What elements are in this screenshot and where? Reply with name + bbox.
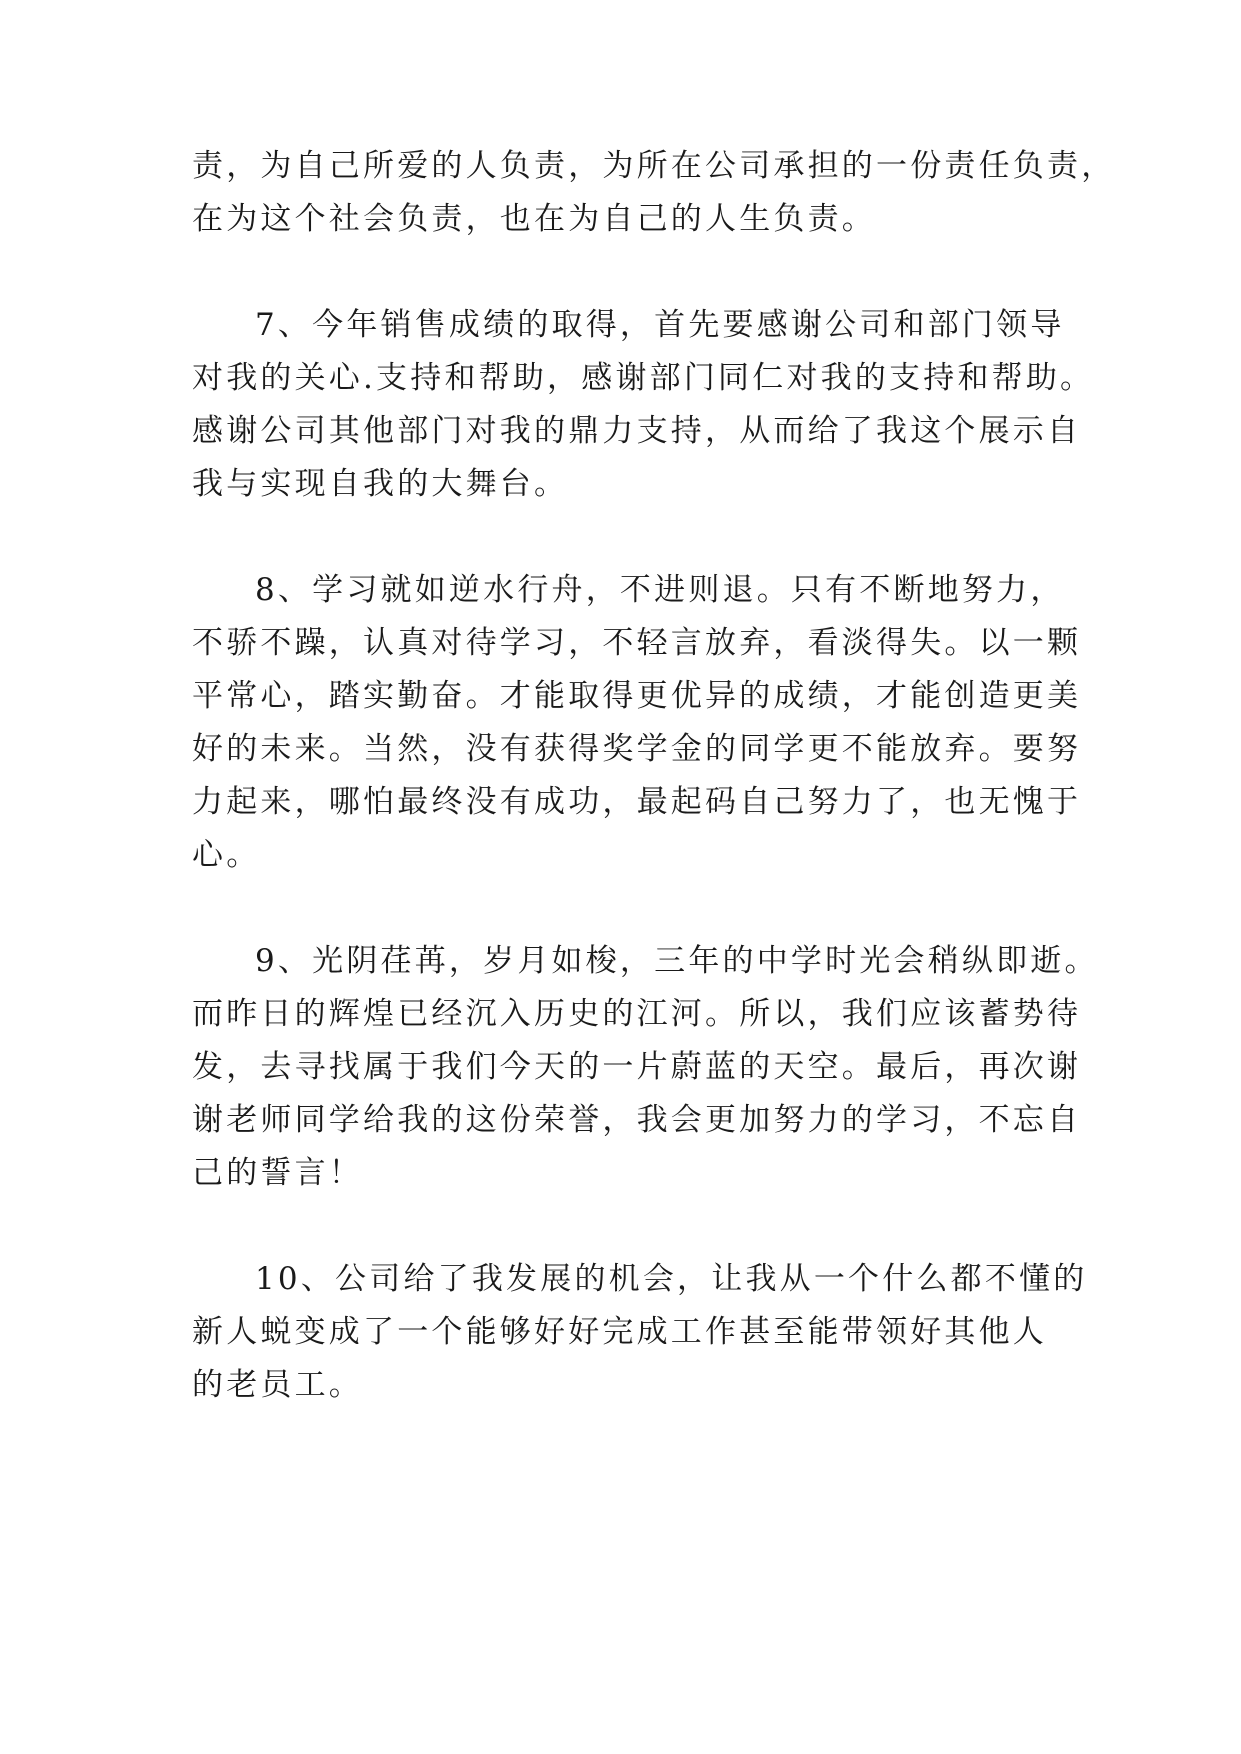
- text-line: 不骄不躁，认真对待学习，不轻言放弃，看淡得失。以一颗: [192, 625, 1082, 661]
- text-line: 责，为自己所爱的人负责，为所在公司承担的一份责任负责，: [192, 148, 1116, 184]
- text-line: 力起来，哪怕最终没有成功，最起码自己努力了，也无愧于: [192, 784, 1082, 820]
- text-line: 新人蜕变成了一个能够好好完成工作甚至能带领好其他人: [192, 1314, 1047, 1350]
- text-line: 的老员工。: [192, 1367, 363, 1403]
- text-line: 平常心，踏实勤奋。才能取得更优异的成绩，才能创造更美: [192, 678, 1082, 714]
- text-line: 7、今年销售成绩的取得，首先要感谢公司和部门领导: [255, 307, 1065, 343]
- text-line: 而昨日的辉煌已经沉入历史的江河。所以，我们应该蓄势待: [192, 996, 1082, 1032]
- text-line: 心。: [192, 837, 261, 873]
- text-line: 9、光阴荏苒，岁月如梭，三年的中学时光会稍纵即逝。: [255, 943, 1099, 979]
- text-line: 发，去寻找属于我们今天的一片蔚蓝的天空。最后，再次谢: [192, 1049, 1082, 1085]
- text-line: 好的未来。当然，没有获得奖学金的同学更不能放弃。要努: [192, 731, 1082, 767]
- text-line: 对我的关心.支持和帮助，感谢部门同仁对我的支持和帮助。: [192, 360, 1095, 396]
- text-line: 己的誓言！: [192, 1155, 363, 1191]
- text-line: 10、公司给了我发展的机会，让我从一个什么都不懂的: [255, 1261, 1088, 1297]
- text-line: 谢老师同学给我的这份荣誉，我会更加努力的学习，不忘自: [192, 1102, 1082, 1138]
- text-line: 在为这个社会负责，也在为自己的人生负责。: [192, 201, 876, 237]
- text-line: 8、学习就如逆水行舟，不进则退。只有不断地努力，: [255, 572, 1065, 608]
- text-line: 感谢公司其他部门对我的鼎力支持，从而给了我这个展示自: [192, 413, 1082, 449]
- text-line: 我与实现自我的大舞台。: [192, 466, 569, 502]
